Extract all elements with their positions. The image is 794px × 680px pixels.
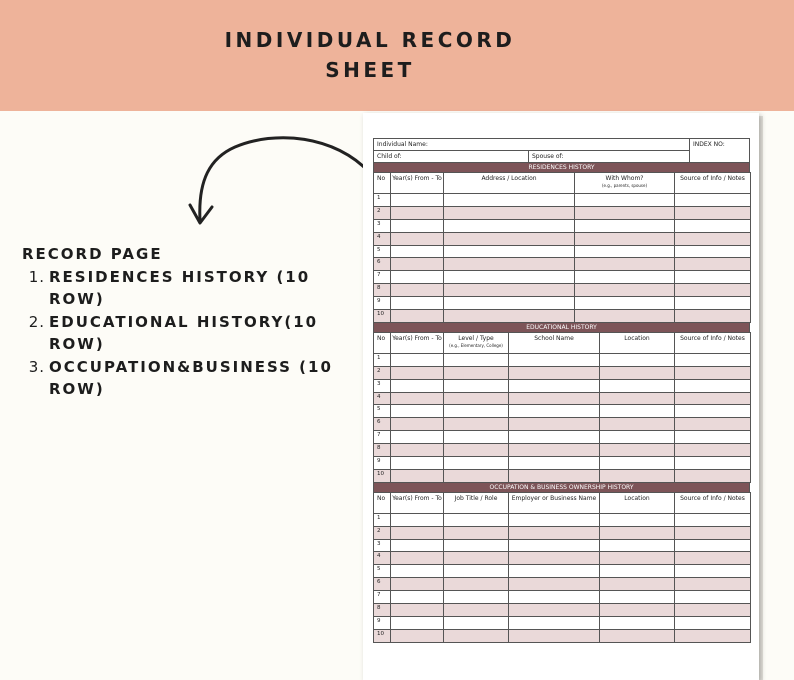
row-number: 1 bbox=[374, 194, 391, 207]
column-header bbox=[600, 492, 675, 513]
index-no-field bbox=[690, 139, 750, 163]
row-number: 4 bbox=[374, 552, 391, 565]
column-header-label: Source of Info / Notes bbox=[680, 334, 745, 342]
row-number: 2 bbox=[374, 526, 391, 539]
entry-cell[interactable] bbox=[675, 431, 751, 444]
column-header-label: Employer or Business Name bbox=[511, 494, 597, 502]
header-fields bbox=[373, 138, 750, 163]
column-header-label: Level / Type bbox=[458, 334, 494, 342]
entry-cell[interactable] bbox=[600, 353, 675, 366]
entry-cell[interactable] bbox=[509, 379, 600, 392]
entry-cell[interactable] bbox=[509, 366, 600, 379]
column-header bbox=[509, 332, 600, 353]
entry-cell[interactable] bbox=[444, 469, 509, 482]
column-header bbox=[374, 173, 391, 194]
row-number: 8 bbox=[374, 444, 391, 457]
column-header bbox=[509, 492, 600, 513]
column-header-label: Source of Info / Notes bbox=[680, 494, 745, 502]
entry-cell[interactable] bbox=[600, 431, 675, 444]
table-row bbox=[374, 258, 751, 271]
entry-cell[interactable] bbox=[391, 258, 444, 271]
row-number: 2 bbox=[374, 206, 391, 219]
column-header bbox=[675, 332, 751, 353]
entry-cell[interactable] bbox=[575, 284, 675, 297]
entry-cell[interactable] bbox=[391, 219, 444, 232]
row-number: 8 bbox=[374, 284, 391, 297]
entry-cell[interactable] bbox=[444, 310, 575, 323]
column-header bbox=[391, 332, 444, 353]
entry-cell[interactable] bbox=[675, 616, 751, 629]
entry-cell[interactable] bbox=[391, 457, 444, 470]
entry-cell[interactable] bbox=[600, 552, 675, 565]
curved-arrow-icon bbox=[180, 125, 375, 230]
section-table bbox=[373, 172, 751, 323]
entry-cell[interactable] bbox=[509, 513, 600, 526]
spouse-of-field: Spouse of: bbox=[529, 151, 690, 163]
entry-cell[interactable] bbox=[600, 565, 675, 578]
entry-cell[interactable] bbox=[600, 526, 675, 539]
entry-cell[interactable] bbox=[391, 431, 444, 444]
entry-cell[interactable] bbox=[391, 366, 444, 379]
table-row bbox=[374, 539, 751, 552]
entry-cell[interactable] bbox=[444, 258, 575, 271]
child-of-field: Child of: bbox=[374, 151, 529, 163]
entry-cell[interactable] bbox=[391, 418, 444, 431]
entry-cell[interactable] bbox=[509, 457, 600, 470]
row-number: 7 bbox=[374, 591, 391, 604]
entry-cell[interactable] bbox=[444, 444, 509, 457]
table-row bbox=[374, 418, 751, 431]
entry-cell[interactable] bbox=[600, 578, 675, 591]
entry-cell[interactable] bbox=[391, 539, 444, 552]
entry-cell[interactable] bbox=[675, 526, 751, 539]
table-row bbox=[374, 297, 751, 310]
column-header-hint: (e.g., parents, spouse) bbox=[601, 183, 648, 188]
entry-cell[interactable] bbox=[575, 232, 675, 245]
entry-cell[interactable] bbox=[575, 310, 675, 323]
table-row bbox=[374, 578, 751, 591]
entry-cell[interactable] bbox=[675, 284, 751, 297]
table-row bbox=[374, 366, 751, 379]
entry-cell[interactable] bbox=[444, 539, 509, 552]
row-number: 7 bbox=[374, 431, 391, 444]
entry-cell[interactable] bbox=[509, 629, 600, 642]
column-header-label: Job Title / Role bbox=[454, 494, 498, 502]
table-row bbox=[374, 552, 751, 565]
entry-cell[interactable] bbox=[444, 232, 575, 245]
table-row bbox=[374, 616, 751, 629]
entry-cell[interactable] bbox=[444, 206, 575, 219]
entry-cell[interactable] bbox=[391, 526, 444, 539]
entry-cell[interactable] bbox=[600, 513, 675, 526]
feature-text: RESIDENCES HISTORY (10 ROW) bbox=[49, 267, 311, 308]
entry-cell[interactable] bbox=[675, 405, 751, 418]
entry-cell[interactable] bbox=[509, 431, 600, 444]
table-row bbox=[374, 310, 751, 323]
entry-cell[interactable] bbox=[600, 444, 675, 457]
entry-cell[interactable] bbox=[444, 194, 575, 207]
entry-cell[interactable] bbox=[391, 232, 444, 245]
section-table bbox=[373, 332, 751, 483]
column-header-label: Location bbox=[624, 334, 650, 342]
entry-cell[interactable] bbox=[675, 232, 751, 245]
entry-cell[interactable] bbox=[444, 431, 509, 444]
individual-name-field: Individual Name: bbox=[374, 139, 690, 151]
section-title: RESIDENCES HISTORY bbox=[373, 163, 750, 172]
entry-cell[interactable] bbox=[675, 457, 751, 470]
row-number: 2 bbox=[374, 366, 391, 379]
entry-cell[interactable] bbox=[509, 578, 600, 591]
row-number: 10 bbox=[374, 310, 391, 323]
column-header-label: With Whom? bbox=[605, 175, 644, 182]
table-row bbox=[374, 206, 751, 219]
table-row bbox=[374, 232, 751, 245]
entry-cell[interactable] bbox=[675, 258, 751, 271]
entry-cell[interactable] bbox=[391, 206, 444, 219]
entry-cell[interactable] bbox=[391, 565, 444, 578]
record-sheet bbox=[363, 113, 759, 680]
entry-cell[interactable] bbox=[675, 552, 751, 565]
entry-cell[interactable] bbox=[675, 206, 751, 219]
entry-cell[interactable] bbox=[391, 297, 444, 310]
entry-cell[interactable] bbox=[509, 552, 600, 565]
row-number: 5 bbox=[374, 565, 391, 578]
table-row bbox=[374, 591, 751, 604]
column-header bbox=[444, 492, 509, 513]
entry-cell[interactable] bbox=[391, 353, 444, 366]
entry-cell[interactable] bbox=[444, 616, 509, 629]
entry-cell[interactable] bbox=[444, 271, 575, 284]
feature-text: EDUCATIONAL HISTORY(10 ROW) bbox=[49, 312, 319, 353]
entry-cell[interactable] bbox=[509, 565, 600, 578]
entry-cell[interactable] bbox=[675, 310, 751, 323]
row-number: 4 bbox=[374, 232, 391, 245]
section-table bbox=[373, 492, 751, 643]
table-row bbox=[374, 392, 751, 405]
entry-cell[interactable] bbox=[509, 526, 600, 539]
table-row bbox=[374, 431, 751, 444]
entry-cell[interactable] bbox=[391, 379, 444, 392]
entry-cell[interactable] bbox=[675, 629, 751, 642]
table-row bbox=[374, 271, 751, 284]
entry-cell[interactable] bbox=[600, 629, 675, 642]
entry-cell[interactable] bbox=[444, 418, 509, 431]
entry-cell[interactable] bbox=[444, 604, 509, 617]
entry-cell[interactable] bbox=[600, 469, 675, 482]
entry-cell[interactable] bbox=[675, 379, 751, 392]
table-row bbox=[374, 604, 751, 617]
entry-cell[interactable] bbox=[675, 513, 751, 526]
row-number: 10 bbox=[374, 469, 391, 482]
entry-cell[interactable] bbox=[444, 392, 509, 405]
row-number: 8 bbox=[374, 604, 391, 617]
row-number: 5 bbox=[374, 405, 391, 418]
row-number: 6 bbox=[374, 578, 391, 591]
column-header-label: Year(s) From - To bbox=[392, 334, 442, 342]
column-header-label: No bbox=[377, 494, 386, 502]
column-header-label: School Name bbox=[534, 334, 574, 342]
entry-cell[interactable] bbox=[509, 353, 600, 366]
banner-title-line2: SHEET bbox=[325, 58, 415, 82]
entry-cell[interactable] bbox=[444, 513, 509, 526]
row-number: 9 bbox=[374, 616, 391, 629]
feature-number: 1. bbox=[28, 267, 45, 286]
entry-cell[interactable] bbox=[391, 245, 444, 258]
row-number: 3 bbox=[374, 379, 391, 392]
column-header-label: Source of Info / Notes bbox=[680, 175, 745, 182]
entry-cell[interactable] bbox=[509, 444, 600, 457]
entry-cell[interactable] bbox=[391, 616, 444, 629]
entry-cell[interactable] bbox=[575, 271, 675, 284]
entry-cell[interactable] bbox=[444, 565, 509, 578]
entry-cell[interactable] bbox=[444, 366, 509, 379]
entry-cell[interactable] bbox=[391, 392, 444, 405]
entry-cell[interactable] bbox=[575, 219, 675, 232]
row-number: 10 bbox=[374, 629, 391, 642]
entry-cell[interactable] bbox=[391, 405, 444, 418]
entry-cell[interactable] bbox=[444, 219, 575, 232]
column-header bbox=[391, 173, 444, 194]
section-title: EDUCATIONAL HISTORY bbox=[373, 323, 750, 332]
section-title: OCCUPATION & BUSINESS OWNERSHIP HISTORY bbox=[373, 483, 750, 492]
entry-cell[interactable] bbox=[444, 353, 509, 366]
entry-cell[interactable] bbox=[600, 616, 675, 629]
entry-cell[interactable] bbox=[675, 245, 751, 258]
column-header bbox=[374, 492, 391, 513]
feature-list bbox=[22, 243, 339, 401]
feature-item bbox=[22, 356, 339, 401]
entry-cell[interactable] bbox=[675, 591, 751, 604]
column-header bbox=[575, 173, 675, 194]
table-row bbox=[374, 565, 751, 578]
entry-cell[interactable] bbox=[575, 194, 675, 207]
column-header bbox=[444, 332, 509, 353]
column-header bbox=[675, 492, 751, 513]
entry-cell[interactable] bbox=[575, 245, 675, 258]
row-number: 3 bbox=[374, 539, 391, 552]
banner-title-line1: INDIVIDUAL RECORD bbox=[224, 28, 516, 52]
row-number: 6 bbox=[374, 418, 391, 431]
entry-cell[interactable] bbox=[600, 457, 675, 470]
feature-number: 2. bbox=[28, 312, 45, 331]
entry-cell[interactable] bbox=[509, 405, 600, 418]
entry-cell[interactable] bbox=[675, 418, 751, 431]
row-number: 1 bbox=[374, 353, 391, 366]
entry-cell[interactable] bbox=[675, 219, 751, 232]
row-number: 1 bbox=[374, 513, 391, 526]
entry-cell[interactable] bbox=[444, 578, 509, 591]
table-row bbox=[374, 379, 751, 392]
entry-cell[interactable] bbox=[391, 444, 444, 457]
entry-cell[interactable] bbox=[444, 457, 509, 470]
entry-cell[interactable] bbox=[391, 271, 444, 284]
entry-cell[interactable] bbox=[391, 310, 444, 323]
table-row bbox=[374, 194, 751, 207]
record-form bbox=[373, 138, 750, 643]
entry-cell[interactable] bbox=[509, 539, 600, 552]
feature-item bbox=[22, 266, 339, 311]
row-number: 4 bbox=[374, 392, 391, 405]
entry-cell[interactable] bbox=[444, 591, 509, 604]
column-header bbox=[675, 173, 751, 194]
table-row bbox=[374, 469, 751, 482]
table-row bbox=[374, 444, 751, 457]
entry-cell[interactable] bbox=[444, 629, 509, 642]
entry-cell[interactable] bbox=[600, 604, 675, 617]
feature-item bbox=[22, 311, 339, 356]
table-row bbox=[374, 219, 751, 232]
entry-cell[interactable] bbox=[391, 552, 444, 565]
entry-cell[interactable] bbox=[600, 591, 675, 604]
entry-cell[interactable] bbox=[575, 258, 675, 271]
entry-cell[interactable] bbox=[509, 591, 600, 604]
row-number: 9 bbox=[374, 297, 391, 310]
table-row bbox=[374, 405, 751, 418]
entry-cell[interactable] bbox=[600, 366, 675, 379]
entry-cell[interactable] bbox=[391, 513, 444, 526]
entry-cell[interactable] bbox=[391, 578, 444, 591]
entry-cell[interactable] bbox=[575, 206, 675, 219]
column-header-hint: (e.g., Elementary, College) bbox=[449, 342, 503, 348]
entry-cell[interactable] bbox=[675, 353, 751, 366]
table-row bbox=[374, 526, 751, 539]
table-row bbox=[374, 629, 751, 642]
table-row bbox=[374, 245, 751, 258]
entry-cell[interactable] bbox=[391, 604, 444, 617]
entry-cell[interactable] bbox=[600, 405, 675, 418]
table-row bbox=[374, 284, 751, 297]
entry-cell[interactable] bbox=[391, 591, 444, 604]
entry-cell[interactable] bbox=[675, 604, 751, 617]
entry-cell[interactable] bbox=[444, 284, 575, 297]
entry-cell[interactable] bbox=[600, 418, 675, 431]
title-banner bbox=[0, 0, 794, 111]
entry-cell[interactable] bbox=[675, 392, 751, 405]
table-row bbox=[374, 457, 751, 470]
entry-cell[interactable] bbox=[444, 379, 509, 392]
entry-cell[interactable] bbox=[391, 194, 444, 207]
entry-cell[interactable] bbox=[675, 565, 751, 578]
column-header bbox=[391, 492, 444, 513]
table-row bbox=[374, 353, 751, 366]
column-header bbox=[600, 332, 675, 353]
table-row bbox=[374, 513, 751, 526]
entry-cell[interactable] bbox=[509, 392, 600, 405]
feature-number: 3. bbox=[28, 357, 45, 376]
row-number: 5 bbox=[374, 245, 391, 258]
entry-cell[interactable] bbox=[509, 469, 600, 482]
entry-cell[interactable] bbox=[675, 366, 751, 379]
column-header-label: Address / Location bbox=[481, 175, 537, 182]
entry-cell[interactable] bbox=[600, 392, 675, 405]
entry-cell[interactable] bbox=[675, 271, 751, 284]
entry-cell[interactable] bbox=[675, 297, 751, 310]
column-header-label: Location bbox=[624, 494, 650, 502]
entry-cell[interactable] bbox=[444, 526, 509, 539]
entry-cell[interactable] bbox=[391, 284, 444, 297]
entry-cell[interactable] bbox=[444, 552, 509, 565]
entry-cell[interactable] bbox=[444, 405, 509, 418]
column-header bbox=[444, 173, 575, 194]
feature-heading: RECORD PAGE bbox=[22, 245, 163, 263]
entry-cell[interactable] bbox=[675, 469, 751, 482]
entry-cell[interactable] bbox=[575, 297, 675, 310]
column-header-label: No bbox=[377, 175, 386, 182]
entry-cell[interactable] bbox=[444, 245, 575, 258]
entry-cell[interactable] bbox=[600, 539, 675, 552]
column-header-label: Year(s) From - To bbox=[392, 494, 442, 502]
entry-cell[interactable] bbox=[509, 418, 600, 431]
row-number: 6 bbox=[374, 258, 391, 271]
entry-cell[interactable] bbox=[509, 616, 600, 629]
entry-cell[interactable] bbox=[391, 469, 444, 482]
entry-cell[interactable] bbox=[675, 539, 751, 552]
entry-cell[interactable] bbox=[391, 629, 444, 642]
entry-cell[interactable] bbox=[675, 578, 751, 591]
column-header-label: No bbox=[377, 334, 386, 342]
row-number: 9 bbox=[374, 457, 391, 470]
entry-cell[interactable] bbox=[675, 444, 751, 457]
index-no-label: INDEX NO: bbox=[693, 140, 725, 148]
row-number: 7 bbox=[374, 271, 391, 284]
feature-text: OCCUPATION&BUSINESS (10 ROW) bbox=[49, 357, 333, 398]
entry-cell[interactable] bbox=[675, 194, 751, 207]
column-header-label: Year(s) From - To bbox=[392, 175, 442, 182]
entry-cell[interactable] bbox=[509, 604, 600, 617]
column-header bbox=[374, 332, 391, 353]
entry-cell[interactable] bbox=[600, 379, 675, 392]
row-number: 3 bbox=[374, 219, 391, 232]
entry-cell[interactable] bbox=[444, 297, 575, 310]
